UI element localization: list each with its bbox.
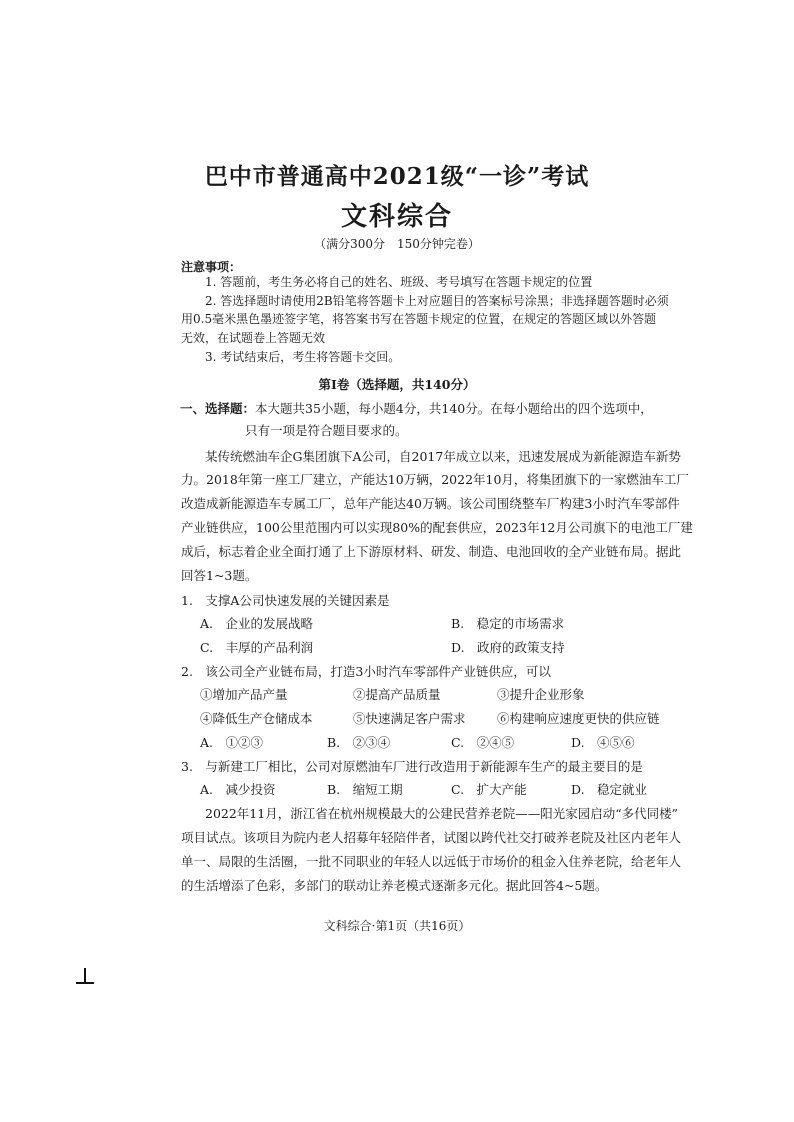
note-line: 用0.5毫米黑色墨迹签字笔，将答案书写在答题卡规定的位置，在规定的答题区域以外答题 [181, 312, 657, 326]
question-1-option-c: C. 丰厚的产品利润 [200, 640, 314, 655]
question-3-option-b: B. 缩短工期 [327, 782, 403, 797]
score-time-line: （满分300分 150分钟完卷） [314, 237, 480, 251]
passage-line: 项目试点。该项目为院内老人招募年轻陪伴者，试图以跨代社交打破养老院及社区内老年人 [181, 830, 682, 845]
note-line: 3. 考试结束后，考生将答题卡交回。 [205, 350, 401, 364]
question-2-statement: ③提升企业形象 [497, 687, 585, 702]
question-3-stem: 3. 与新建工厂相比，公司对原燃油车厂进行改造用于新能源车生产的最主要目的是 [181, 759, 643, 774]
passage-line: 某传统燃油车企G集团旗下A公司，自2017年成立以来，迅速发展成为新能源造车新势 [205, 449, 681, 464]
question-3-option-c: C. 扩大产能 [451, 782, 527, 797]
instruction-line [180, 399, 653, 417]
question-3-option-a: A. 减少投资 [200, 782, 276, 797]
notes-heading: 注意事项： [181, 260, 242, 274]
question-2-stem: 2. 该公司全产业链布局，打造3小时汽车零部件产业链供应，可以 [181, 664, 551, 679]
note-line: 无效，在试题卷上答题无效 [181, 331, 326, 345]
question-2-statement: ⑥构建响应速度更快的供应链 [497, 711, 660, 726]
passage-line: 2022年11月，浙江省在杭州规模最大的公建民营养老院——阳光家园启动“多代同楼” [205, 806, 678, 821]
question-1-stem: 1. 支撑A公司快速发展的关键因素是 [181, 593, 390, 608]
passage-line: 单一、局限的生活圈，一批不同职业的年轻人以远低于市场价的租金入住养老院，给老年人 [181, 854, 682, 869]
instruction-text: 本大题共35小题，每小题4分，共140分。在每小题给出的四个选项中， [255, 401, 653, 416]
passage-line: 力。2018年第一座工厂建立，产能达10万辆，2022年10月，将集团旗下的一家燃油车工厂 [181, 472, 689, 487]
question-1-option-b: B. 稳定的市场需求 [451, 616, 565, 631]
passage-line: 回答1~3题。 [181, 568, 258, 583]
passage-line: 改造成新能源造车专属工厂，总年产能达40万辆。该公司围绕整车厂构建3小时汽车零部件 [181, 496, 680, 511]
question-2-statement: ④降低生产仓储成本 [200, 711, 313, 726]
question-2-statement: ①增加产品产量 [200, 687, 288, 702]
question-2-option-c: C. ②④⑤ [451, 735, 515, 750]
subject-title: 文科综合 [340, 202, 453, 232]
question-2-statement: ②提高产品质量 [353, 687, 441, 702]
crop-mark-icon [76, 966, 94, 986]
page-footer: 文科综合·第1页（共16页） [323, 919, 471, 933]
question-1-option-a: A. 企业的发展战略 [200, 616, 314, 631]
passage-line: 成后，标志着企业全面打通了上下游原材料、研发、制造、电池回收的全产业链布局。据此 [181, 544, 682, 559]
question-2-statement: ⑤快速满足客户需求 [353, 711, 466, 726]
question-2-option-d: D. ④⑤⑥ [571, 735, 635, 750]
passage-line: 产业链供应，100公里范围内可以实现80%的配套供应，2023年12月公司旗下的电池工厂建 [181, 520, 693, 535]
question-1-option-d: D. 政府的政策支持 [451, 640, 565, 655]
section-title: 第Ⅰ卷（选择题，共140分） [318, 377, 476, 392]
instruction-line-2: 只有一项是符合题目要求的。 [245, 423, 408, 438]
question-2-option-a: A. ①②③ [200, 735, 264, 750]
note-line: 1. 答题前，考生务必将自己的姓名、班级、考号填写在答题卡规定的位置 [205, 275, 593, 289]
question-3-option-d: D. 稳定就业 [571, 782, 648, 797]
note-line: 2. 答选择题时请使用2B铅笔将答题卡上对应题目的答案标号涂黑；非选择题答题时必须 [205, 294, 669, 308]
question-2-option-b: B. ②③④ [327, 735, 391, 750]
instruction-label: 一、选择题： [180, 401, 256, 416]
exam-title: 巴中市普通高中2021级“一诊”考试 [204, 163, 590, 190]
passage-line: 的生活增添了色彩，多部门的联动让养老模式逐渐多元化。据此回答4~5题。 [181, 878, 608, 893]
